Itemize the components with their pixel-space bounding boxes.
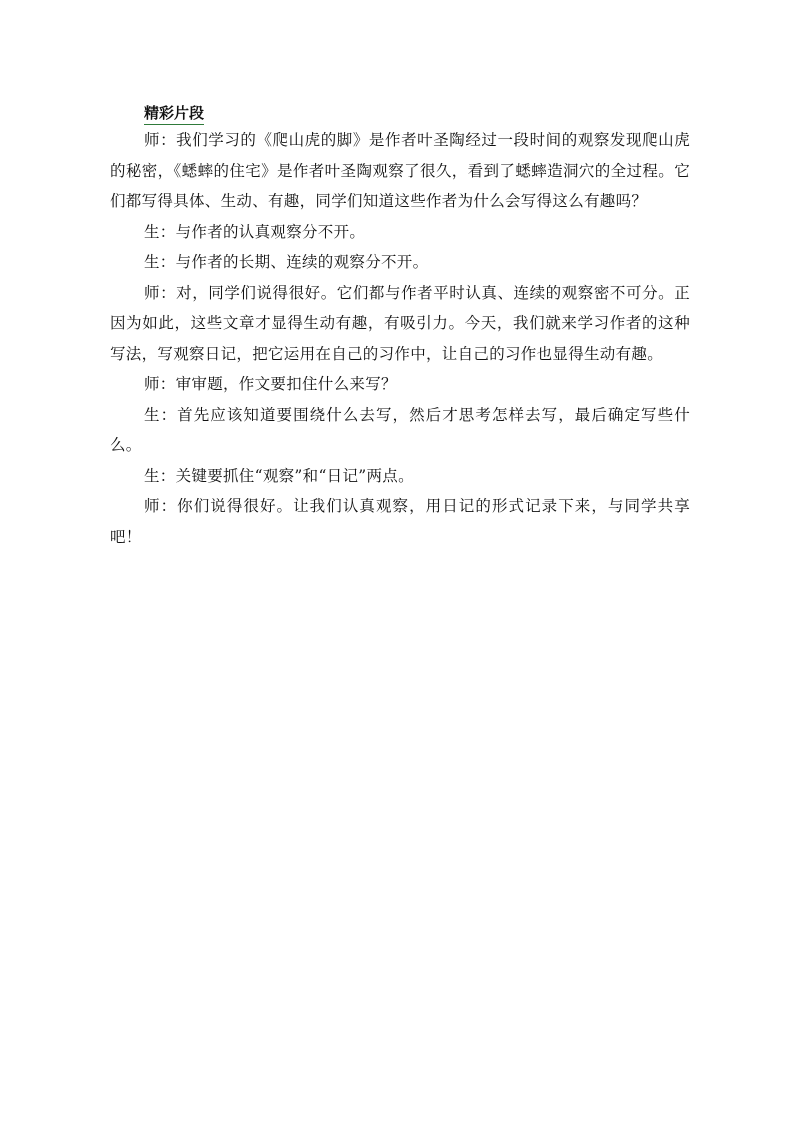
document-page: [110, 98, 690, 552]
dialogue-paragraph: 生：与作者的认真观察分不开。: [144, 222, 366, 241]
dialogue-paragraph: 生：首先应该知道要围绕什么去写，然后才思考怎样去写，最后确定写些什么。: [110, 405, 690, 454]
dialogue-paragraph: 生：关键要抓住“观察”和“日记”两点。: [144, 466, 414, 485]
dialogue-paragraph: 师：我们学习的《爬山虎的脚》是作者叶圣陶经过一段时间的观察发现爬山虎的秘密，《蟋蟀的住宅》是作者叶圣陶观察了很久，看到了蟋蟀造洞穴的全过程。它们都写得具体、生动、有趣，同学们知道这些作者为什么会写得这么有趣吗？: [110, 131, 690, 210]
dialogue-paragraph: 师：对，同学们说得很好。它们都与作者平时认真、连续的观察密不可分。正因为如此，这些文章才显得生动有趣，有吸引力。今天，我们就来学习作者的这种写法，写观察日记，把它运用在自己的习作中，让自己的习作也显得生动有趣。: [110, 283, 690, 363]
dialogue-paragraph: 生：与作者的长期、连续的观察分不开。: [144, 253, 429, 271]
section-heading: 精彩片段: [144, 98, 204, 125]
dialogue-paragraph: 师：审审题，作文要扣住什么来写？: [144, 375, 397, 393]
dialogue-paragraph: 师：你们说得很好。让我们认真观察，用日记的形式记录下来，与同学共享吧！: [110, 497, 690, 546]
